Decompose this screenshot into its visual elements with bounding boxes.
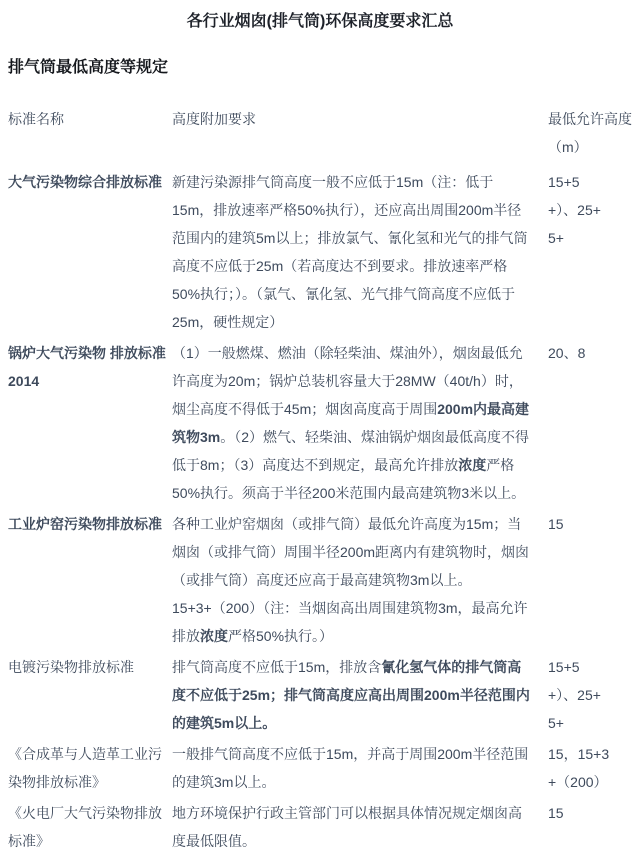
min-allowed-height-cell: 15，15+3 +（200）	[548, 746, 610, 790]
table-row	[8, 799, 632, 855]
min-allowed-height-cell: 15	[548, 805, 564, 821]
standard-name-cell: 大气污染物综合排放标准	[8, 174, 162, 190]
height-requirement-cell: 一般排气筒高度不应低于15m，并高于周围200m半径范围的建筑3m以上。	[172, 746, 529, 790]
height-requirement-cell: （1）一般燃煤、燃油（除轻柴油、煤油外），烟囱最低允许高度为20m；锅炉总装机容量大于28MW（40t/h）时，烟尘高度不得低于45m；烟囱高度高于周围200m内最高建筑物3m。（2）燃气、轻柴油、煤油锅炉烟囱最低高度不得低于8m；（3）高度达不到规定，最高允许排放浓度严格50%执行。须高于半径200米范围内最高建筑物3米以上。	[172, 345, 530, 501]
height-requirement-cell: 各种工业炉窑烟囱（或排气筒）最低允许高度为15m；当烟囱（或排气筒）周围半径200m距离内有建筑物时，烟囱（或排气筒）高度还应高于最高建筑物3m以上。15+3+（200）（注：当烟囱高出周围建筑物3m，最高允许排放浓度严格50%执行。）	[172, 516, 530, 644]
table-header-row	[8, 105, 632, 161]
table-body	[8, 168, 632, 855]
height-requirement-cell: 新建污染源排气筒高度一般不应低于15m（注：低于15m，排放速率严格50%执行），还应高出周围200m半径范围内的建筑5m以上；排放氯气、氰化氢和光气的排气筒高度不应低于25m（若高度达不到要求。排放速率严格50%执行；）。（氯气、氰化氢、光气排气筒高度不应低于25m，硬性规定）	[172, 174, 528, 330]
page-title: 各行业烟囱(排气筒)环保高度要求汇总	[186, 13, 454, 30]
standard-name-cell: 《合成革与人造革工业污染物排放标准》	[8, 746, 162, 790]
column-header-height-requirement: 高度附加要求	[172, 111, 256, 127]
standard-name-cell: 电镀污染物排放标准	[8, 659, 134, 675]
min-allowed-height-cell: 15+5 +）、25+ 5+	[548, 174, 601, 246]
min-allowed-height-cell: 15	[548, 516, 564, 532]
table-row	[8, 510, 632, 650]
table-row	[8, 339, 632, 507]
standard-name-cell: 锅炉大气污染物 排放标准2014	[8, 345, 166, 389]
column-header-standard-name: 标准名称	[8, 111, 64, 127]
table-row	[8, 653, 632, 737]
table-row	[8, 740, 632, 796]
height-requirement-cell: 地方环境保护行政主管部门可以根据具体情况规定烟囱高度最低限值。	[172, 805, 522, 849]
standard-name-cell: 工业炉窑污染物排放标准	[8, 516, 162, 532]
min-allowed-height-cell: 20、8	[548, 345, 586, 361]
standard-name-cell: 《火电厂大气污染物排放标准》	[8, 805, 162, 849]
standards-table	[8, 105, 632, 855]
section-title: 排气筒最低高度等规定	[8, 59, 169, 76]
height-requirement-cell: 排气筒高度不应低于15m，排放含氰化氢气体的排气筒高度不应低于25m；排气筒高度应高出周围200m半径范围内的建筑5m以上。	[172, 659, 530, 731]
table-row	[8, 168, 632, 336]
min-allowed-height-cell: 15+5 +）、25+ 5+	[548, 659, 601, 731]
column-header-min-allowed-height: 最低允许高度（m）	[548, 111, 632, 155]
